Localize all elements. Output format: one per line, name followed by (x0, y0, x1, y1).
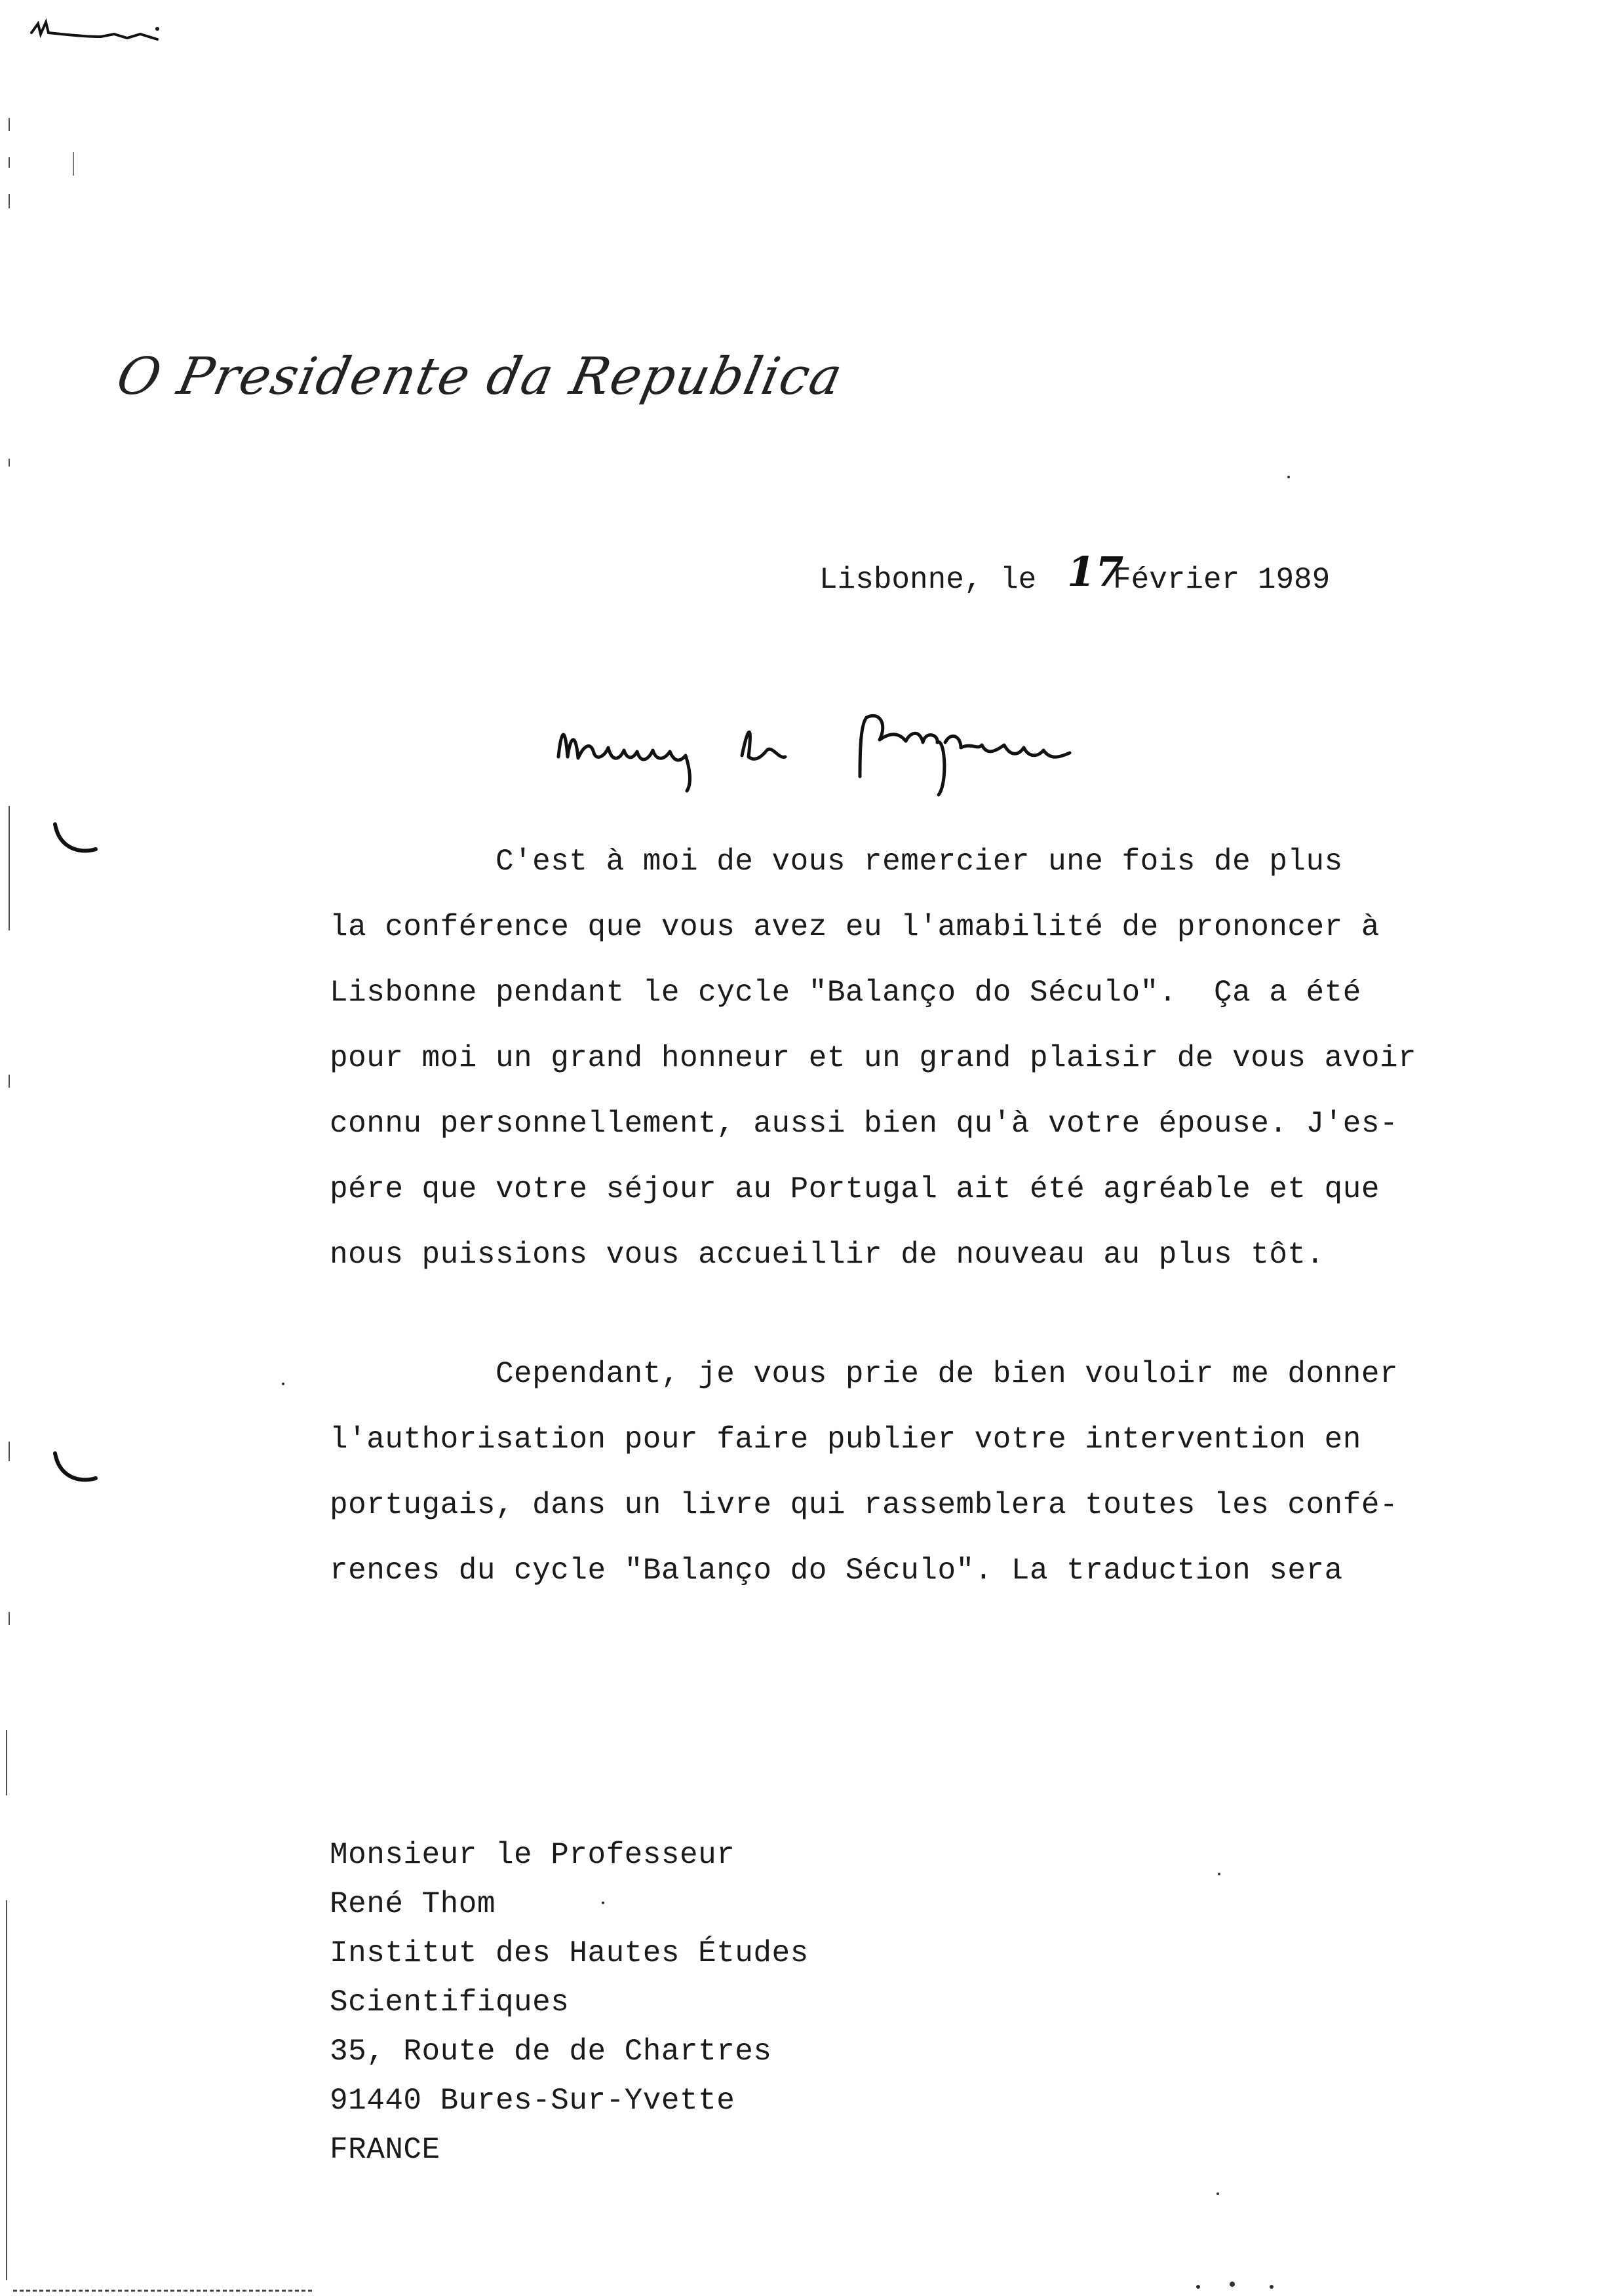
body-paragraph-1-line-7: nous puissions vous accueillir de nouveau au plus tôt. (330, 1238, 1325, 1272)
address-line-country: FRANCE (330, 2133, 440, 2167)
body-paragraph-1-line-1: C'est à moi de vous remercier une fois de plus (330, 845, 1343, 879)
body-paragraph-1-line-3: Lisbonne pendant le cycle "Balanço do Século". Ça a été (330, 976, 1361, 1010)
body-paragraph-1-line-4: pour moi un grand honneur et un grand plaisir de vous avoir (330, 1041, 1417, 1075)
body-paragraph-2-line-2: l'authorisation pour faire publier votre intervention en (330, 1423, 1361, 1457)
date-suffix: Février 1989 (1113, 563, 1331, 597)
body-paragraph-2-line-4: rences du cycle "Balanço do Século". La traduction sera (330, 1554, 1343, 1588)
body-paragraph-2-line-1: Cependant, je vous prie de bien vouloir me donner (330, 1357, 1399, 1391)
date-day-handwritten: 17 (1067, 548, 1124, 596)
address-line-recipient-title: Monsieur le Professeur (330, 1838, 735, 1872)
top-corner-scribble (29, 14, 166, 47)
letterhead: O Presidente da Republica (111, 347, 849, 406)
left-edge-speckles (7, 118, 9, 2280)
body-paragraph-1-line-6: pére que votre séjour au Portugal ait été agréable et que (330, 1172, 1380, 1206)
date-prefix: Lisbonne, le (819, 563, 1037, 597)
handwritten-salutation (552, 704, 1096, 803)
address-line-institution-cont: Scientifiques (330, 1985, 570, 2019)
address-line-city: 91440 Bures-Sur-Yvette (330, 2084, 735, 2118)
address-line-institution: Institut des Hautes Études (330, 1936, 809, 1970)
address-line-recipient-name: René Thom (330, 1887, 496, 1921)
margin-hook-mark-1 (55, 824, 96, 851)
margin-hook-mark-2 (55, 1453, 96, 1480)
body-paragraph-2-line-3: portugais, dans un livre qui rassemblera toutes les confé- (330, 1488, 1399, 1522)
body-paragraph-1-line-5: connu personnellement, aussi bien qu'à votre épouse. J'es- (330, 1107, 1399, 1141)
body-paragraph-1-line-2: la conférence que vous avez eu l'amabilité de prononcer à (330, 910, 1380, 944)
address-line-street: 35, Route de de Chartres (330, 2035, 772, 2069)
